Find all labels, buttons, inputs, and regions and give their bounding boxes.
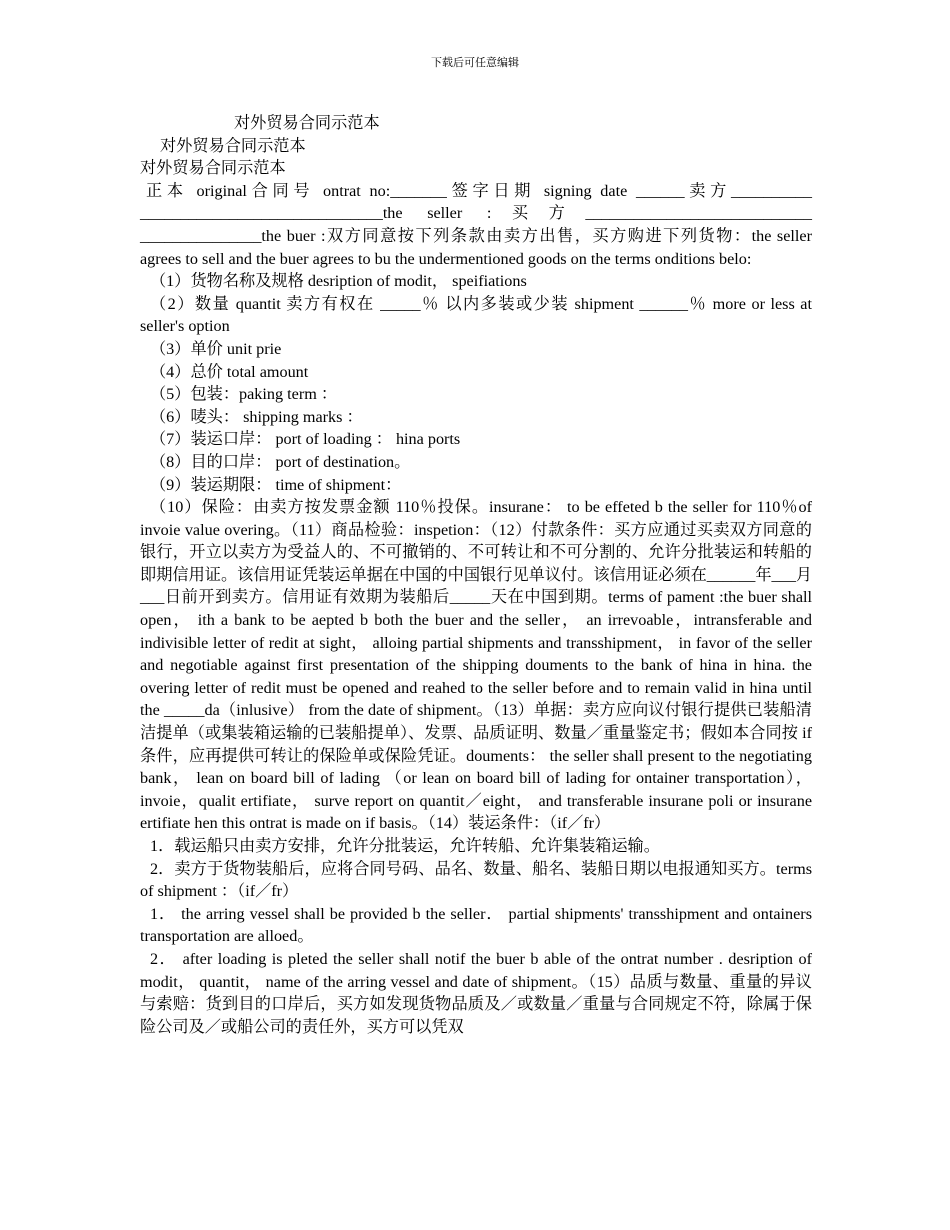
contract-intro: 正本 original合同号 ontrat no:_______签字日期 signing date ______卖方__________ ______________________________the seller :买方____________________________ _______________the buer :双方同意按下列条款由卖方出售，买方购进下列货物：the seller agrees to sell and the buer agrees to bu the undermentioned goods on the terms onditions belo:: [140, 181, 812, 268]
document-subtitle-2: 对外贸易合同示范本: [140, 159, 286, 178]
header-note: 下载后可任意编辑: [431, 57, 519, 69]
clause-6: （6）唛头： shipping marks ：: [150, 407, 363, 426]
document-body: [140, 112, 812, 1038]
shipment-term-2: 2．卖方于货物装船后，应将合同号码、品名、数量、船名、装船日期以电报通知买方。terms of shipment ：（if／fr）: [140, 859, 812, 901]
document-subtitle: 对外贸易合同示范本: [160, 136, 306, 155]
shipment-term-en-1: 1． the arring vessel shall be provided b the seller． partial shipments' transshipment and ontainers transportation are alloed。: [140, 904, 812, 946]
clause-1: （1）货物名称及规格 desription of modit， speifiations: [150, 272, 527, 291]
clause-4: （4）总价 total amount: [150, 362, 309, 381]
clause-8: （8）目的口岸： port of destination。: [150, 452, 411, 471]
clause-5: （5）包装：paking term ：: [150, 385, 338, 404]
clause-3: （3）单价 unit prie: [150, 339, 282, 358]
clause-10-14: （10）保险：由卖方按发票金额 110％投保。insurane： to be effeted b the seller for 110％of invoie value overing。（11）商品检验：inspetion：（12）付款条件：买方应通过买卖双方同意的银行，开立以卖方为受益人的、不可撤销的、不可转让和不可分割的、允许分批装运和转船的即期信用证。该信用证凭装运单据在中国的中国银行见单议付。该信用证必须在______年___月___日前开到卖方。信用证有效期为装船后_____天在中国到期。terms of pament :the buer shall open， ith a bank to be aepted b both the buer and the seller， an irrevoable，intransferable and indivisible letter of redit at sight， alloing partial shipments and transshipment， in favor of the seller and negotiable against first presentation of the shipping douments to the bank of hina in hina. the overing letter of redit must be opened and reahed to the seller before and to remain valid in hina until the _____da（inlusive） from the date of shipment。（13）单据：卖方应向议付银行提供已装船清洁提单（或集装箱运输的已装船提单）、发票、品质证明、数量／重量鉴定书；假如本合同按 if 条件，应再提供可转让的保险单或保险凭证。douments： the seller shall present to the negotiating bank， lean on board bill of lading （or lean on board bill of lading for ontainer transportation）， invoie，qualit ertifiate， surve report on quantit／eight， and transferable insurane poli or insurane ertifiate hen this ontrat is made on if basis。（14）装运条件：（if／fr）: [140, 498, 812, 833]
clause-2: （2）数量 quantit 卖方有权在 _____％ 以内多装或少装 shipment ______％ more or less at seller's option: [140, 294, 812, 336]
shipment-term-1: 1．载运船只由卖方安排，允许分批装运，允许转船、允许集装箱运输。: [150, 837, 660, 855]
clause-9: （9）装运期限： time of shipment：: [150, 475, 402, 494]
shipment-term-en-2: 2． after loading is pleted the seller shall notif the buer b able of the ontrat number . desription of modit， quantit， name of the arring vessel and date of shipment。（15）品质与数量、重量的异议与索赔：货到目的口岸后，买方如发现货物品质及／或数量／重量与合同规定不符，除属于保险公司及／或船公司的责任外，买方可以凭双: [140, 949, 812, 1036]
clause-7: （7）装运口岸： port of loading ： hina ports: [150, 430, 461, 449]
document-title: 对外贸易合同示范本: [234, 114, 380, 132]
